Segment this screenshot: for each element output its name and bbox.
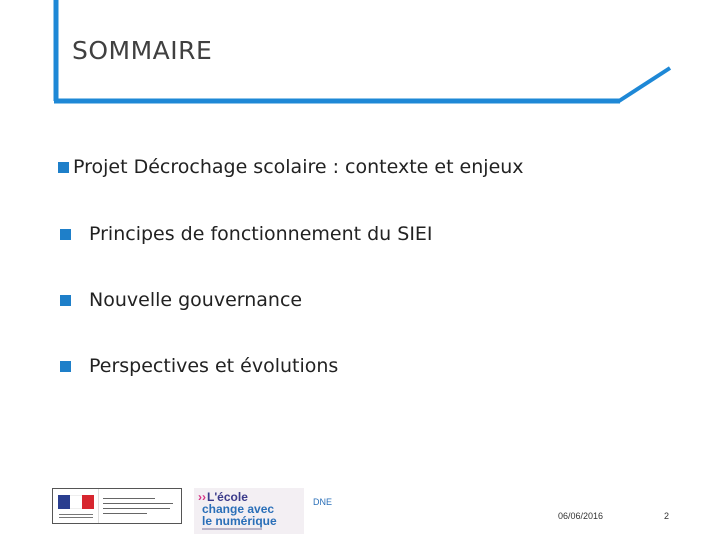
dne-label: DNE <box>313 497 333 507</box>
ecole-logo-line2: change avec <box>202 502 275 516</box>
slide-date: 06/06/2016 <box>558 511 604 521</box>
ecole-logo-line3: le numérique <box>202 514 277 528</box>
slide-title: SOMMAIRE <box>72 36 213 65</box>
page-number: 2 <box>664 511 670 521</box>
ecole-numerique-logo <box>194 488 304 534</box>
chevron-icon: ›› <box>198 490 206 504</box>
bullet-item <box>58 355 338 377</box>
square-bullet-icon <box>60 295 71 306</box>
bullet-item <box>58 156 524 178</box>
ministere-logo <box>52 488 182 524</box>
bullet-text: Perspectives et évolutions <box>89 355 339 377</box>
bullet-text: Projet Décrochage scolaire : contexte et enjeux <box>73 156 524 178</box>
ministere-logo-text <box>99 492 181 520</box>
ecole-logo-underline <box>202 528 262 530</box>
ecole-logo-line1: L'école <box>207 490 248 504</box>
bullet-text: Principes de fonctionnement du SIEI <box>89 223 433 245</box>
bullet-item <box>58 223 433 245</box>
bullet-item <box>58 289 302 311</box>
square-bullet-icon <box>58 162 69 173</box>
square-bullet-icon <box>60 361 71 372</box>
marianne-flag-icon <box>53 489 99 523</box>
title-frame <box>0 0 720 110</box>
bullet-text: Nouvelle gouvernance <box>89 289 303 311</box>
square-bullet-icon <box>60 229 71 240</box>
